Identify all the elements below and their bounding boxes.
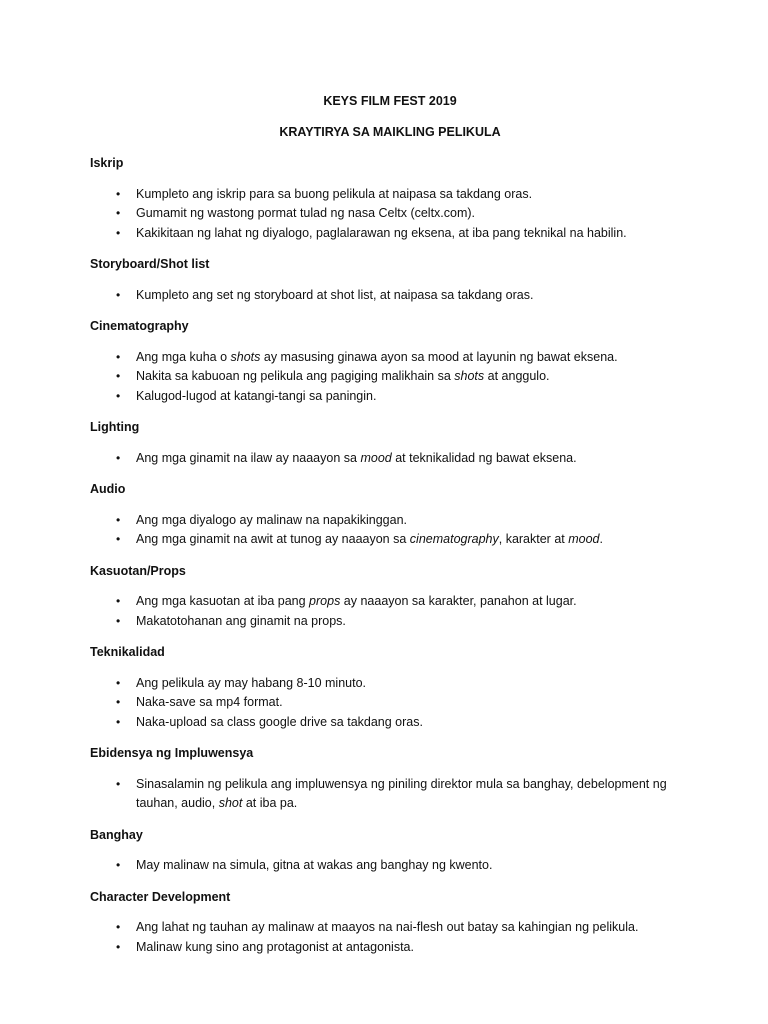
criteria-list	[90, 511, 690, 550]
criteria-section	[90, 826, 690, 876]
italic-term: mood	[568, 532, 600, 546]
criteria-item	[90, 592, 690, 612]
criteria-list	[90, 775, 690, 814]
item-text: Kakikitaan ng lahat ng diyalogo, paglalarawan ng eksena, at iba pang teknikal na habilin.	[136, 225, 627, 240]
criteria-section	[90, 154, 690, 243]
criteria-item	[90, 612, 690, 632]
item-text: Malinaw kung sino ang protagonist at antagonista.	[136, 939, 414, 954]
item-text: Makatotohanan ang ginamit na props.	[136, 613, 346, 628]
item-text: Sinasalamin ng pelikula ang impluwensya ng piniling direktor mula sa banghay, debelopment ng tauhan, audio,	[136, 776, 667, 810]
criteria-section	[90, 418, 690, 468]
criteria-item	[90, 693, 690, 713]
item-text: Ang mga ginamit na ilaw ay naaayon sa	[136, 450, 361, 465]
item-text: ay naaayon sa karakter, panahon at lugar.	[340, 594, 577, 608]
criteria-item	[90, 286, 690, 306]
item-text: at teknikalidad ng bawat eksena.	[391, 450, 577, 465]
section-heading: Character Development	[90, 889, 231, 904]
criteria-list	[90, 348, 690, 407]
bullet-icon: •	[116, 512, 121, 527]
bullet-icon: •	[116, 594, 121, 608]
criteria-item	[90, 674, 690, 694]
italic-term: shots	[230, 349, 261, 364]
criteria-list	[90, 918, 690, 957]
section-heading: Storyboard/Shot list	[90, 257, 210, 271]
bullet-icon: •	[116, 920, 121, 934]
bullet-icon: •	[116, 532, 121, 546]
criteria-list	[90, 449, 690, 469]
criteria-item	[90, 713, 690, 733]
item-text: Ang mga kuha o	[136, 349, 231, 364]
italic-term: cinematography	[409, 532, 499, 546]
section-heading: Iskrip	[90, 156, 124, 170]
criteria-item	[90, 775, 690, 814]
section-heading: Banghay	[90, 827, 143, 842]
item-text: Ang pelikula ay may habang 8-10 minuto.	[136, 675, 367, 690]
criteria-item	[90, 204, 690, 224]
item-text: Nakita sa kabuoan ng pelikula ang pagiging malikhain sa	[136, 369, 455, 383]
italic-term: shots	[454, 369, 485, 383]
criteria-section	[90, 643, 690, 732]
document-subtitle: KRAYTIRYA SA MAIKLING PELIKULA	[279, 124, 501, 139]
italic-term: props	[309, 594, 341, 608]
criteria-section	[90, 562, 690, 632]
bullet-icon: •	[116, 695, 121, 709]
criteria-item	[90, 938, 690, 958]
criteria-item	[90, 387, 690, 407]
criteria-list	[90, 592, 690, 631]
bullet-icon: •	[116, 388, 121, 403]
criteria-item	[90, 449, 690, 469]
item-text: .	[599, 532, 603, 546]
criteria-item	[90, 224, 690, 244]
item-text: Naka-save sa mp4 format.	[136, 695, 283, 709]
criteria-section	[90, 480, 690, 550]
criteria-list	[90, 856, 690, 876]
criteria-item	[90, 511, 690, 531]
item-text: Ang mga kasuotan at iba pang	[136, 594, 310, 608]
item-text: , karakter at	[498, 532, 569, 546]
bullet-icon: •	[116, 206, 121, 220]
criteria-item	[90, 856, 690, 876]
item-text: Kumpleto ang set ng storyboard at shot list, at naipasa sa takdang oras.	[136, 287, 534, 302]
bullet-icon: •	[116, 450, 121, 465]
criteria-list	[90, 286, 690, 306]
item-text: Ang lahat ng tauhan ay malinaw at maayos na nai-flesh out batay sa kahingian ng pelikula.	[136, 920, 639, 934]
criteria-section	[90, 888, 690, 958]
bullet-icon: •	[116, 287, 121, 302]
criteria-section	[90, 317, 690, 406]
bullet-icon: •	[116, 186, 121, 201]
item-text: Kumpleto ang iskrip para sa buong pelikula at naipasa sa takdang oras.	[136, 186, 533, 201]
document-body	[90, 92, 690, 957]
item-text: at iba pa.	[242, 796, 298, 810]
item-text: Gumamit ng wastong pormat tulad ng nasa Celtx (celtx.com).	[136, 206, 476, 220]
criteria-item	[90, 367, 690, 387]
item-text: Ang mga diyalogo ay malinaw na napakikinggan.	[136, 512, 408, 527]
section-heading: Kasuotan/Props	[90, 563, 186, 578]
criteria-item	[90, 530, 690, 550]
bullet-icon: •	[116, 675, 121, 690]
section-heading: Teknikalidad	[90, 645, 165, 659]
item-text: Naka-upload sa class google drive sa takdang oras.	[136, 714, 423, 729]
section-heading: Audio	[90, 482, 126, 496]
item-text: May malinaw na simula, gitna at wakas ang banghay ng kwento.	[136, 858, 493, 872]
section-heading: Lighting	[90, 420, 140, 434]
criteria-item	[90, 185, 690, 205]
criteria-sections	[90, 154, 690, 957]
criteria-section	[90, 744, 690, 814]
bullet-icon: •	[116, 939, 121, 954]
section-heading: Cinematography	[90, 319, 189, 333]
item-text: Kalugod-lugod at katangi-tangi sa paningin.	[136, 388, 377, 403]
bullet-icon: •	[116, 613, 121, 628]
document-title: KEYS FILM FEST 2019	[323, 94, 457, 108]
item-text: Ang mga ginamit na awit at tunog ay naaayon sa	[136, 532, 410, 546]
item-text: ay masusing ginawa ayon sa mood at layunin ng bawat eksena.	[260, 349, 618, 364]
criteria-list	[90, 674, 690, 733]
bullet-icon: •	[116, 714, 121, 729]
item-text: at anggulo.	[484, 369, 550, 383]
criteria-item	[90, 348, 690, 368]
bullet-icon: •	[116, 776, 121, 791]
criteria-list	[90, 185, 690, 244]
bullet-icon: •	[116, 349, 121, 364]
section-heading: Ebidensya ng Impluwensya	[90, 746, 254, 760]
italic-term: mood	[360, 450, 392, 465]
criteria-section	[90, 255, 690, 305]
criteria-item	[90, 918, 690, 938]
bullet-icon: •	[116, 369, 121, 383]
bullet-icon: •	[116, 858, 121, 872]
bullet-icon: •	[116, 225, 121, 240]
italic-term: shot	[218, 796, 243, 810]
